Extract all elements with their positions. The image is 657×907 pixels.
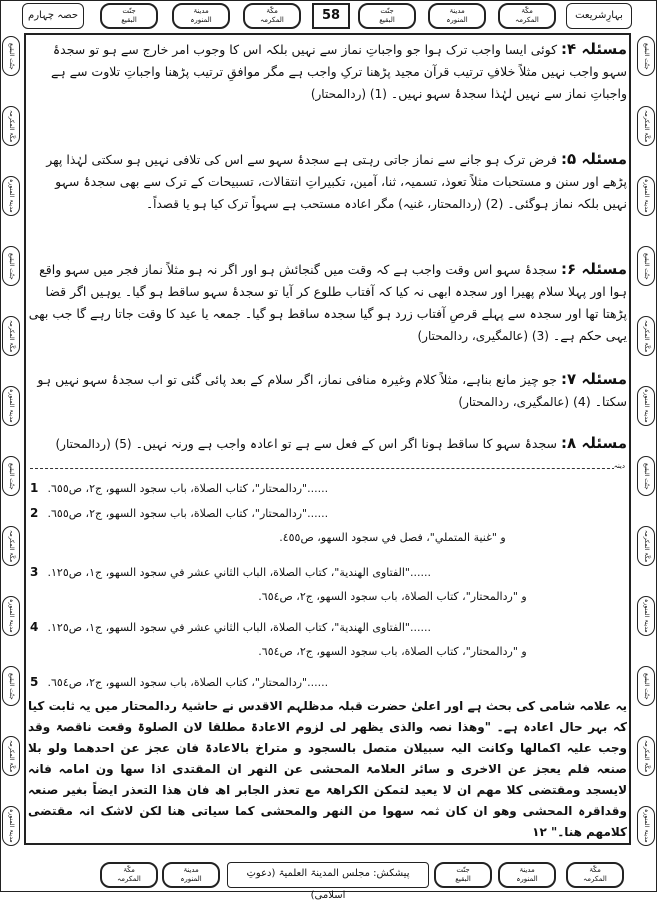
divider-word: دینہ (613, 462, 625, 470)
masala-8 (28, 432, 627, 455)
badge-top: جنّت (380, 7, 394, 15)
badge-top: مدینۃ (183, 866, 199, 874)
page-number: 58 (312, 3, 350, 29)
masala-text: جو چیز مانع بناہے، مثلاً کلام وغیرہ منافی نماز، اگر سلام کے بعد پائی گئی تو اب سجدۂ سہو نہیں ہو سکتا۔ (4) (37, 372, 627, 409)
side-tab: مکّۃ المکرمہ (2, 526, 20, 566)
footnote-divider (30, 468, 625, 469)
masala-4 (28, 38, 627, 105)
footnote-1 (30, 478, 625, 499)
header-badge-madina-2 (428, 3, 486, 29)
badge-bottom: المنورہ (516, 875, 538, 883)
side-tab: مدینۃ المنورہ (2, 806, 20, 846)
footer-badge-makka-2 (566, 862, 624, 888)
footer-badge-makka (100, 862, 158, 888)
masala-ref: (5) (ردالمحتار) (55, 437, 132, 451)
footnote-2 (30, 503, 625, 524)
footnote-line: ......"الفتاوى الهندية"، كتاب الصلاة، الباب الثاني عشر في سجود السهو، ج١، ص١٢٥. (47, 566, 431, 579)
side-tab: مکّۃ المکرمہ (2, 736, 20, 776)
side-tab: جنّت البقیع (2, 456, 20, 496)
badge-bottom: المنورہ (446, 16, 468, 24)
side-tab: جنّت البقیع (637, 456, 655, 496)
side-tab: مدینۃ المنورہ (637, 386, 655, 426)
side-tab: جنّت البقیع (2, 36, 20, 76)
badge-bottom: المنورہ (190, 16, 212, 24)
footnote-number: 1 (30, 481, 39, 495)
side-tab: مکّۃ المکرمہ (637, 106, 655, 146)
masala-5 (28, 148, 627, 215)
badge-top: مکّۃ (123, 866, 135, 874)
footnote-3-sub: و "ردالمحتار"، كتاب الصلاة، باب سجود السهو، ج٢، ص٦٥٤. (258, 590, 527, 603)
badge-bottom: المکرمہ (515, 16, 539, 24)
footnote-4-sub: و "ردالمحتار"، كتاب الصلاة، باب سجود السهو، ج٢، ص٦٥٤. (258, 645, 527, 658)
footnote-number: 3 (30, 565, 39, 579)
masala-7 (28, 368, 627, 413)
left-rail (2, 36, 20, 846)
masala-label: مسئلہ ۶: (561, 260, 627, 278)
side-tab: مکّۃ المکرمہ (2, 106, 20, 146)
footnote-2-sub: و "غنية المتملي"، فصل في سجود السهو، ص٤٥٥. (279, 531, 506, 544)
header-badge-makka-2 (498, 3, 556, 29)
masala-label: مسئلہ ۷: (561, 370, 627, 388)
masala-ref: (ردالمحتار، غنیہ) مگر اعادہ مستحب ہے سہواً ترک کیا ہو یا قصداً۔ (146, 197, 482, 211)
header-part-label: حصہ چہارم (22, 3, 84, 29)
footnote-line: ......"ردالمحتار"، كتاب الصلاة، باب سجود السهو، ج٢، ص٦٥٥. (47, 482, 329, 495)
header-badge-jannat-2 (358, 3, 416, 29)
footer-publisher: پیشکش: مجلس المدینۃ العلمیۃ (دعوتِ اسلامی) (227, 862, 429, 888)
header-badge-jannat (100, 3, 158, 29)
side-tab: مدینۃ المنورہ (2, 176, 20, 216)
footer-badge-jannat (434, 862, 492, 888)
side-tab: مدینۃ المنورہ (637, 596, 655, 636)
side-tab: مدینۃ المنورہ (2, 386, 20, 426)
commentary-block: یہ علامہ شامی کی بحث ہے اور اعلیٰ حضرت قبلہ مدظلہم الاقدس نے حاشیۂ ردالمحتار میں یہ ثابت کیا کہ بہر حال اعادہ ہے۔ "وھذا نصہ والذی یظھر لی لزوم الاعادۃ مطلقا لان الصلوۃ وقعت ناقصۃ وقد وجب علیہ اکمالھا وکانت الیہ سبیلان متصل بالسجود و متراخ بالاعادۃ فان عجز عن احدھما ولو بلا صنعہ فلم یعجز عن الاخری و سائر العلامۃ المحشی عن النھر ان المقتدی اذا سھا ون امامہ فانہ لایسجد ومقتضی کلا مھم ان لا یعید لتمکن الکراھۃ مع تعذر الجابر اھ فان ھذا التعذر ایضاً بغیر صنعہ وقداقرہ المحشی وھو ان کان ثمہ سھوا من النھر والمحشی کما سیاتی ھنا لکن لاشک انہ مقتضی کلامھم ھنا۔" ۱۲ (28, 699, 627, 839)
footnote-line: ......"الفتاوى الهندية"، كتاب الصلاة، الباب الثاني عشر في سجود السهو، ج١، ص١٢٥. (47, 621, 431, 634)
badge-bottom: المکرمہ (117, 875, 141, 883)
badge-top: مدینۃ (449, 7, 465, 15)
masala-text: کوئی ایسا واجب ترک ہوا جو واجباتِ نماز سے نہیں بلکہ اس کا وجوب امر خارج سے ہو تو سجدۂ سہو واجب نہیں مثلاً خلافِ ترتیب قرآن مجید پڑھنا ترکِ واجب ہے مگر موافقِ ترتیب پڑھنا واجباتِ تلاوت سے ہے واجباتِ نماز سے نہیں لہٰذا سجدۂ سہو نہیں۔ (51, 42, 627, 101)
badge-top: مکّۃ (266, 7, 278, 15)
right-rail (637, 36, 655, 846)
masala-ref: (3) (عالمگیری، ردالمحتار) (417, 329, 549, 343)
side-tab: جنّت البقیع (637, 36, 655, 76)
badge-bottom: البقیع (455, 875, 471, 883)
badge-bottom: البقیع (379, 16, 395, 24)
badge-bottom: المکرمہ (260, 16, 284, 24)
footnote-number: 5 (30, 675, 39, 689)
side-tab: مکّۃ المکرمہ (637, 316, 655, 356)
masala-label: مسئلہ ۵: (561, 150, 627, 168)
footnote-3 (30, 562, 625, 583)
side-tab: مکّۃ المکرمہ (637, 526, 655, 566)
side-tab: جنّت البقیع (2, 246, 20, 286)
footer-badge-madina (162, 862, 220, 888)
badge-top: مکّۃ (521, 7, 533, 15)
badge-bottom: المکرمہ (583, 875, 607, 883)
badge-top: جنّت (122, 7, 136, 15)
side-tab: جنّت البقیع (2, 666, 20, 706)
footnote-number: 4 (30, 620, 39, 634)
header-badge-madina (172, 3, 230, 29)
header-badge-makka (243, 3, 301, 29)
badge-top: مدینۃ (519, 866, 535, 874)
side-tab: جنّت البقیع (637, 666, 655, 706)
masala-text: فرض ترک ہو جانے سے نماز جاتی رہتی ہے سجدۂ سہو سے اس کی تلافی نہیں ہو سکتی لہٰذا پھر پڑھے اور سنن و مستحبات مثلاً تعوذ، تسمیہ، ثنا، آمین، تکبیراتِ انتقالات، تسبیحات کے ترک سے بھی سجدۂ سہو نہیں بلکہ نماز ہوگئی۔ (2) (46, 152, 627, 211)
masala-label: مسئلہ ۴: (561, 40, 627, 58)
badge-bottom: المنورہ (180, 875, 202, 883)
side-tab: مکّۃ المکرمہ (637, 736, 655, 776)
masala-ref: (1) (ردالمحتار) (310, 87, 387, 101)
badge-top: مدینۃ (193, 7, 209, 15)
side-tab: مدینۃ المنورہ (637, 176, 655, 216)
footnote-number: 2 (30, 506, 39, 520)
masala-text: سجدۂ سہو اس وقت واجب ہے کہ وقت میں گنجائش ہو اور اگر نہ ہو مثلاً نماز فجر میں سہو واقع ہوا اور پہلا سلام پھیرا اور سجدہ ابھی نہ کیا کہ آفتاب طلوع کر آیا تو سجدۂ سہو ساقط ہو گیا۔ یوہیں اگر قضا پڑھتا تھا اور سجدہ سے پہلے قرصِ آفتاب زرد ہو گیا سجدہ ساقط ہو گیا۔ جمعہ یا عید کا وقت جاتا رہے گا جب بھی یہی حکم ہے۔ (28, 262, 627, 343)
masala-label: مسئلہ ۸: (561, 434, 627, 452)
masala-text: سجدۂ سہو کا ساقط ہونا اگر اس کے فعل سے ہے تو اعادہ واجب ہے ورنہ نہیں۔ (135, 436, 558, 451)
badge-top: جنّت (456, 866, 470, 874)
side-tab: مکّۃ المکرمہ (2, 316, 20, 356)
footer-badge-madina-2 (498, 862, 556, 888)
side-tab: مدینۃ المنورہ (637, 806, 655, 846)
side-tab: مدینۃ المنورہ (2, 596, 20, 636)
badge-bottom: البقیع (121, 16, 137, 24)
header-book-title: بہارِشریعت (566, 3, 632, 29)
masala-ref: (عالمگیری، ردالمحتار) (458, 395, 570, 409)
masala-6 (28, 258, 627, 347)
footnote-line: ......"ردالمحتار"، كتاب الصلاة، باب سجود السهو، ج٢، ص٦٥٥. (47, 507, 329, 520)
footnote-5 (30, 672, 625, 693)
badge-top: مکّۃ (589, 866, 601, 874)
side-tab: جنّت البقیع (637, 246, 655, 286)
footnote-4 (30, 617, 625, 638)
footnote-line: ......"ردالمحتار"، كتاب الصلاة، باب سجود السهو، ج٢، ص٦٥٤. (47, 676, 329, 689)
